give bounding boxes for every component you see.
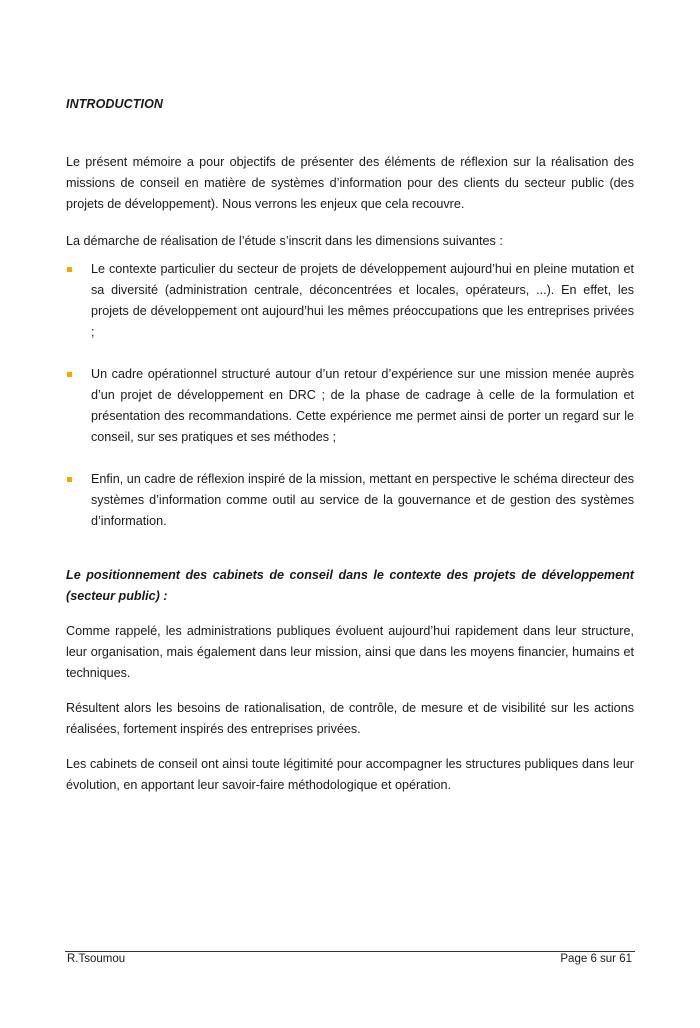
bullet-item — [66, 364, 634, 448]
section-paragraph: Résultent alors les besoins de rationalisation, de contrôle, de mesure et de visibilité sur les actions réalisées, fortement inspirés des entreprises privées. — [66, 701, 634, 736]
dimensions-intro-paragraph: La démarche de réalisation de l’étude s’inscrit dans les dimensions suivantes : — [66, 234, 503, 248]
intro-paragraph: Le présent mémoire a pour objectifs de présenter des éléments de réflexion sur la réalisation des missions de conseil en matière de systèmes d’information pour des clients du secteur public (des projets de développement). Nous verrons les enjeux que cela recouvre. — [66, 155, 634, 211]
square-bullet-icon — [67, 267, 72, 272]
dimensions-bullet-list-2 — [66, 364, 634, 448]
section-paragraph: Comme rappelé, les administrations publiques évoluent aujourd’hui rapidement dans leur structure, leur organisation, mais également dans leur mission, ainsi que dans les moyens financier, humains et techniques. — [66, 624, 634, 680]
bullet-text: Le contexte particulier du secteur de projets de développement aujourd’hui en pleine mutation et sa diversité (administration centrale, déconcentrées et locales, opérateurs, ...). En effet, les projets de développement ont aujourd’hui les mêmes préoccupations que les entreprises privées ; — [91, 262, 634, 339]
bullet-text: Enfin, un cadre de réflexion inspiré de la mission, mettant en perspective le schéma directeur des systèmes d’information comme outil au service de la gouvernance et de gestion des systèmes d’information. — [91, 472, 634, 528]
introduction-heading: INTRODUCTION — [66, 97, 164, 111]
footer-divider — [65, 951, 635, 952]
dimensions-bullet-list — [66, 259, 634, 343]
square-bullet-icon — [67, 477, 72, 482]
section-heading: Le positionnement des cabinets de conseil dans le contexte des projets de développement (secteur public) : — [66, 568, 634, 603]
bullet-item — [66, 469, 634, 532]
dimensions-bullet-list-3 — [66, 469, 634, 532]
bullet-text: Un cadre opérationnel structuré autour d’un retour d’expérience sur une mission menée auprès d’un projet de développement en DRC ; de la phase de cadrage à celle de la formulation et présentation des recommandations. Cette expérience me permet ainsi de porter un regard sur le conseil, sur ses pratiques et ses méthodes ; — [91, 367, 634, 444]
section-paragraph: Les cabinets de conseil ont ainsi toute légitimité pour accompagner les structures publiques dans leur évolution, en apportant leur savoir-faire méthodologique et opération. — [66, 757, 634, 792]
footer-page-number: Page 6 sur 61 — [560, 953, 632, 965]
footer-author: R.Tsoumou — [67, 953, 126, 965]
square-bullet-icon — [67, 372, 72, 377]
bullet-item — [66, 259, 634, 343]
